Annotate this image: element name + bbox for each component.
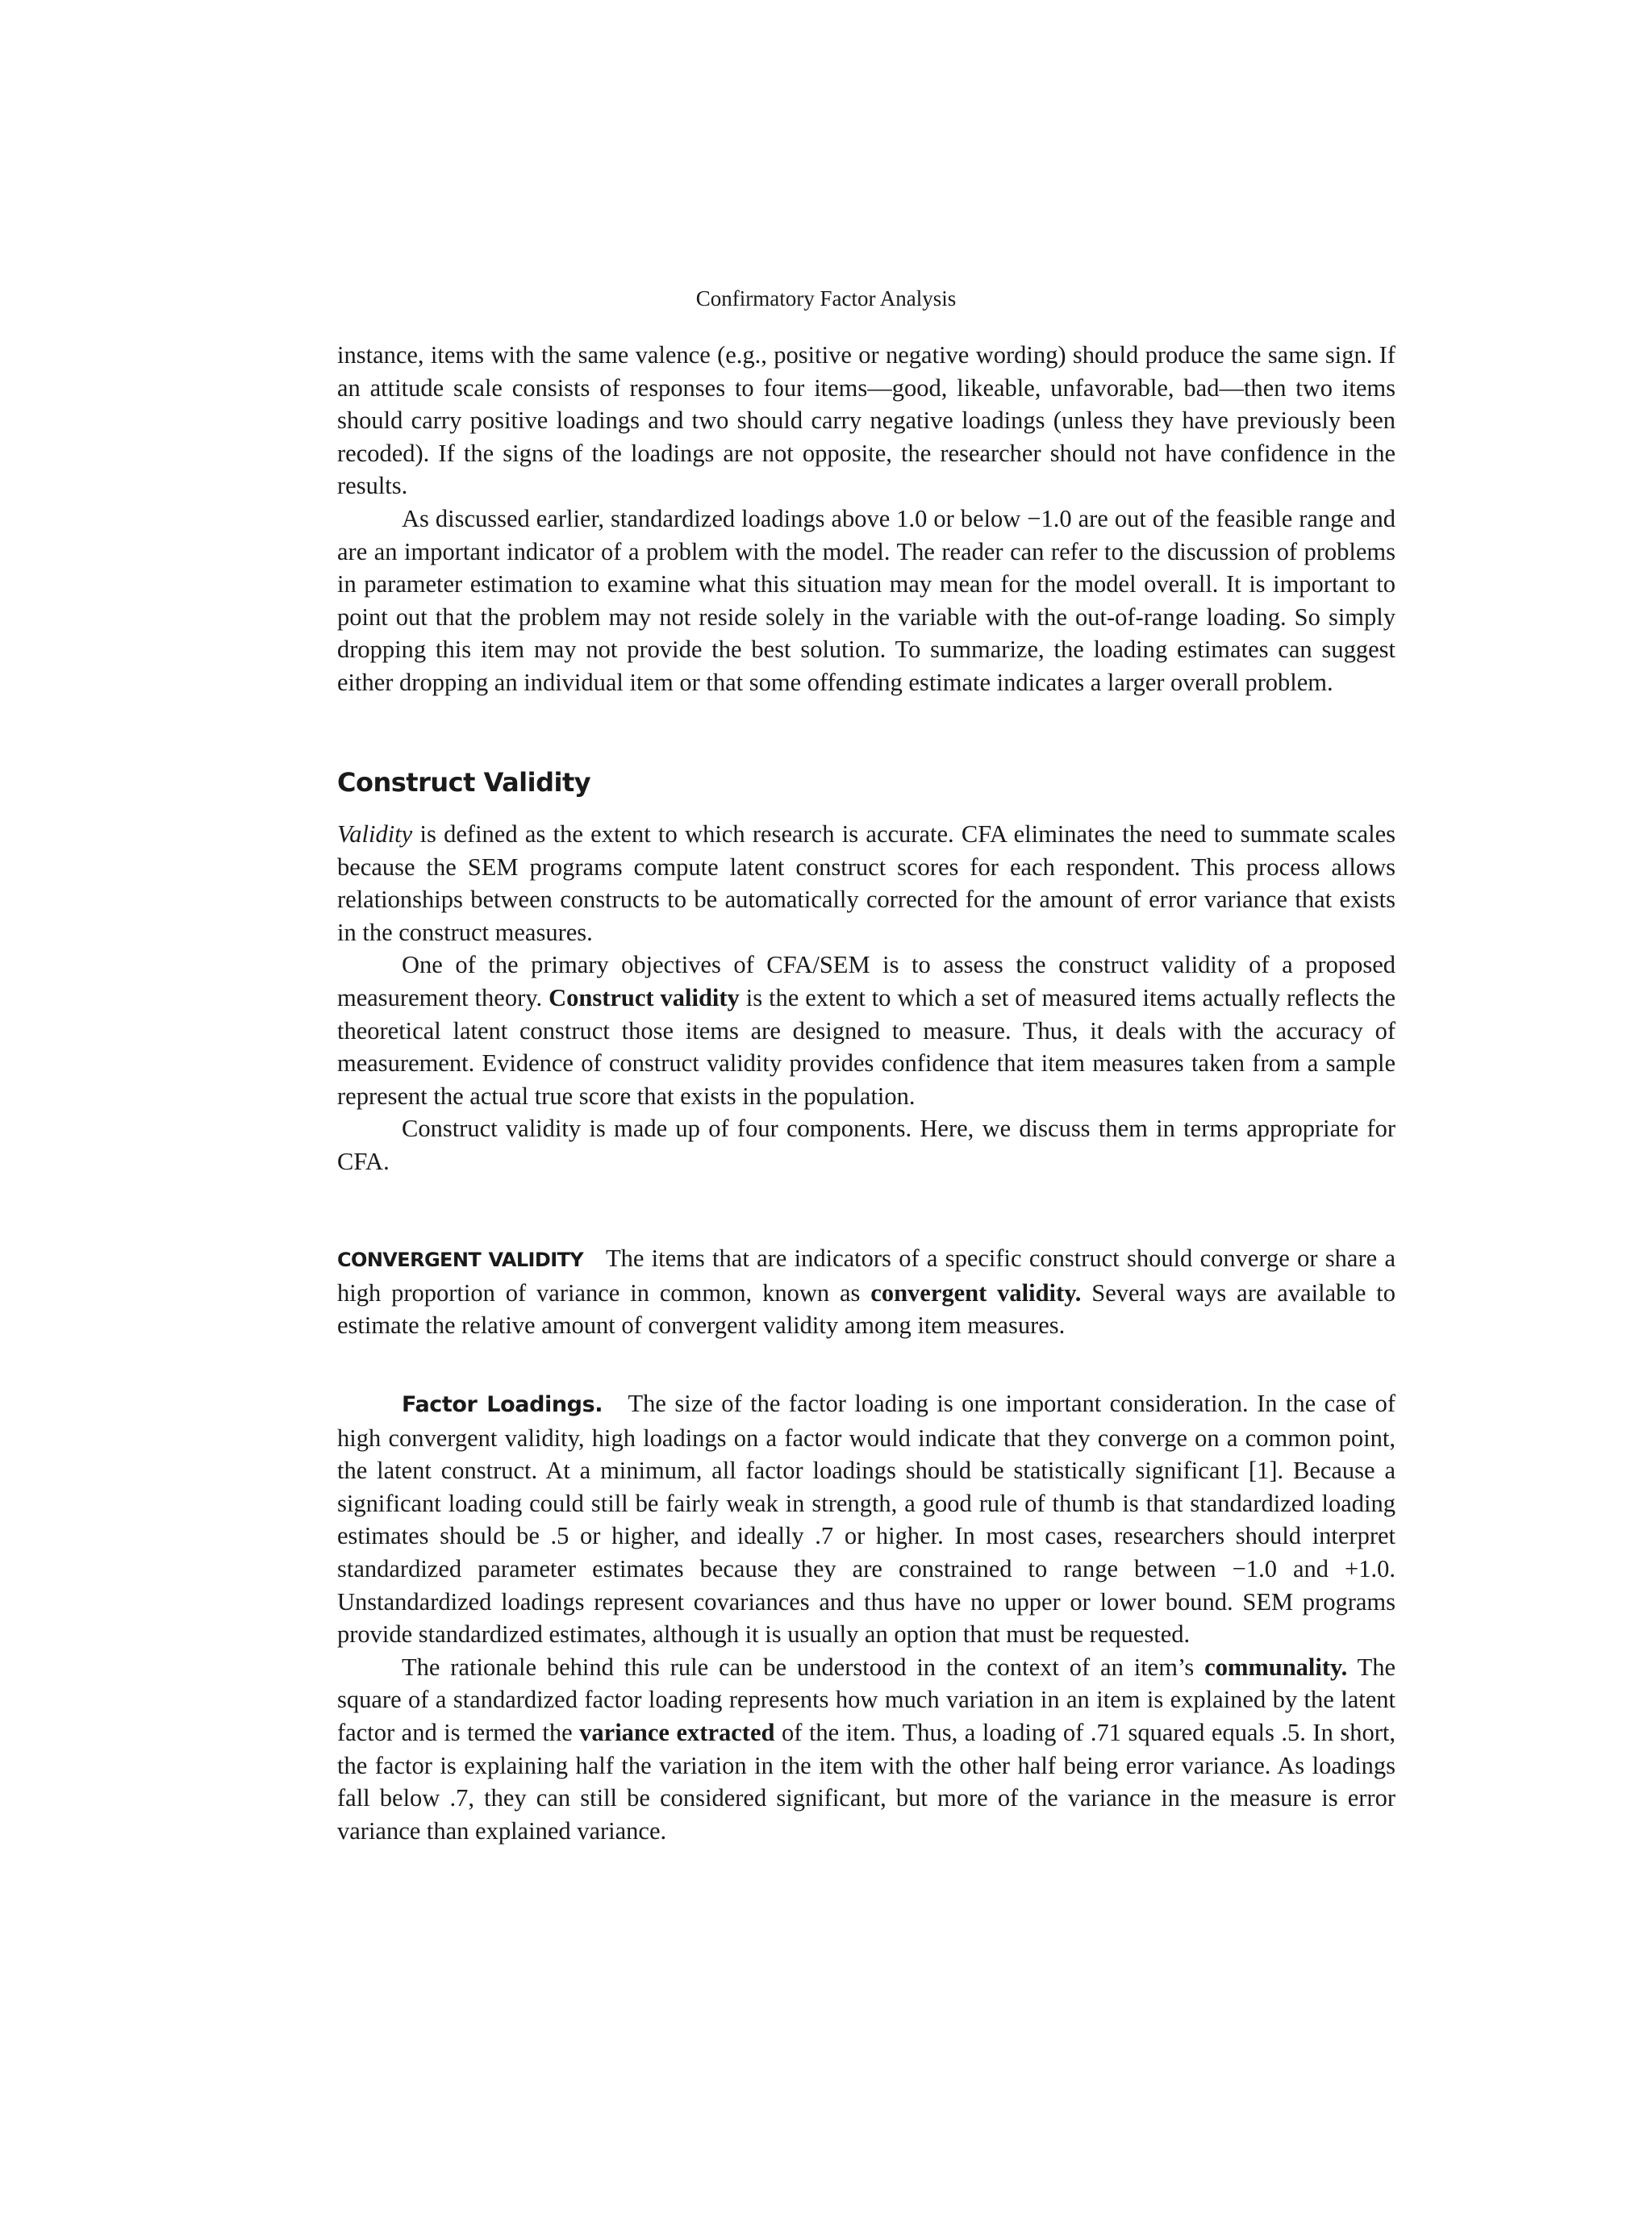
factor-loadings-section <box>337 1387 1395 1847</box>
run-in-heading-convergent-validity: CONVERGENT VALIDITY <box>337 1249 584 1271</box>
factor-loadings-paragraph-1: Factor Loadings. The size of the factor loading is one important consideration. In the case of high convergent validity, high loadings on a factor would indicate that they converge on a common point, the latent construct. At a minimum, all factor loadings should be statistically significant [1]. Because a significant loading could still be fairly weak in strength, a good rule of thumb is that standardized loading estimates should be .5 or higher, and ideally .7 or higher. In most cases, researchers should interpret standardized parameter estimates because they are constrained to range between −1.0 and +1.0. Unstandardized loadings represent covariances and thus have no upper or lower bound. SEM programs provide standardized estimates, although it is usually an option that must be requested. <box>337 1390 1396 1649</box>
term-variance-extracted: variance extracted <box>579 1718 775 1746</box>
intro-section <box>337 339 1395 699</box>
term-construct-validity: Construct validity <box>549 983 740 1011</box>
construct-validity-section <box>337 818 1395 1178</box>
convergent-validity-paragraph: CONVERGENT VALIDITY The items that are indicators of a specific construct should converge or share a high proportion of variance in common, known as convergent validity. Several ways are available to estimate the relative amount of convergent validity among item measures. <box>337 1245 1395 1340</box>
intro-paragraph-1: instance, items with the same valence (e.g., positive or negative wording) should produce the same sign. If an attitude scale consists of responses to four items—good, likeable, unfavorable, bad—then two items should carry positive loadings and two should carry negative loadings (unless they have previously been recoded). If the signs of the loadings are not opposite, the researcher should not have confidence in the results. <box>337 341 1395 500</box>
convergent-validity-section <box>337 1242 1395 1342</box>
term-validity: Validity <box>337 820 413 848</box>
construct-validity-paragraph-2: One of the primary objectives of CFA/SEM is to assess the construct validity of a proposed measurement theory. Construct validity is the extent to which a set of measured items actually reflects the theoretical latent construct those items are designed to measure. Thus, it deals with the accuracy of measurement. Evidence of construct validity provides confidence that item measures taken from a sample represent the actual true score that exists in the population. <box>337 951 1395 1110</box>
intro-paragraph-2: As discussed earlier, standardized loadings above 1.0 or below −1.0 are out of the feasible range and are an important indicator of a problem with the model. The reader can refer to the discussion of problems in parameter estimation to examine what this situation may mean for the model overall. It is important to point out that the problem may not reside solely in the variable with the out-of-range loading. So simply dropping this item may not provide the best solution. To summarize, the loading estimates can suggest either dropping an individual item or that some offending estimate indicates a larger overall problem. <box>337 504 1395 696</box>
construct-validity-paragraph-1: Validity is defined as the extent to which research is accurate. CFA eliminates the need to summate scales because the SEM programs compute latent construct scores for each respondent. This process allows relationships between constructs to be automatically corrected for the amount of error variance that exists in the construct measures. <box>337 820 1395 946</box>
construct-validity-paragraph-3: Construct validity is made up of four components. Here, we discuss them in terms appropriate for CFA. <box>337 1115 1395 1175</box>
term-convergent-validity: convergent validity. <box>870 1278 1082 1307</box>
term-communality: communality. <box>1204 1653 1348 1681</box>
running-header: Confirmatory Factor Analysis <box>695 286 957 311</box>
section-heading-construct-validity: Construct Validity <box>337 767 591 798</box>
factor-loadings-paragraph-2: The rationale behind this rule can be understood in the context of an item’s communality. The square of a standardized factor loading represents how much variation in an item is explained by the latent factor and is termed the variance extracted of the item. Thus, a loading of .71 squared equals .5. In short, the factor is explaining half the variation in the item with the other half being error variance. As loadings fall below .7, they can still be considered significant, but more of the variance in the measure is error variance than explained variance. <box>337 1653 1395 1845</box>
run-in-heading-factor-loadings: Factor Loadings. <box>402 1392 603 1417</box>
